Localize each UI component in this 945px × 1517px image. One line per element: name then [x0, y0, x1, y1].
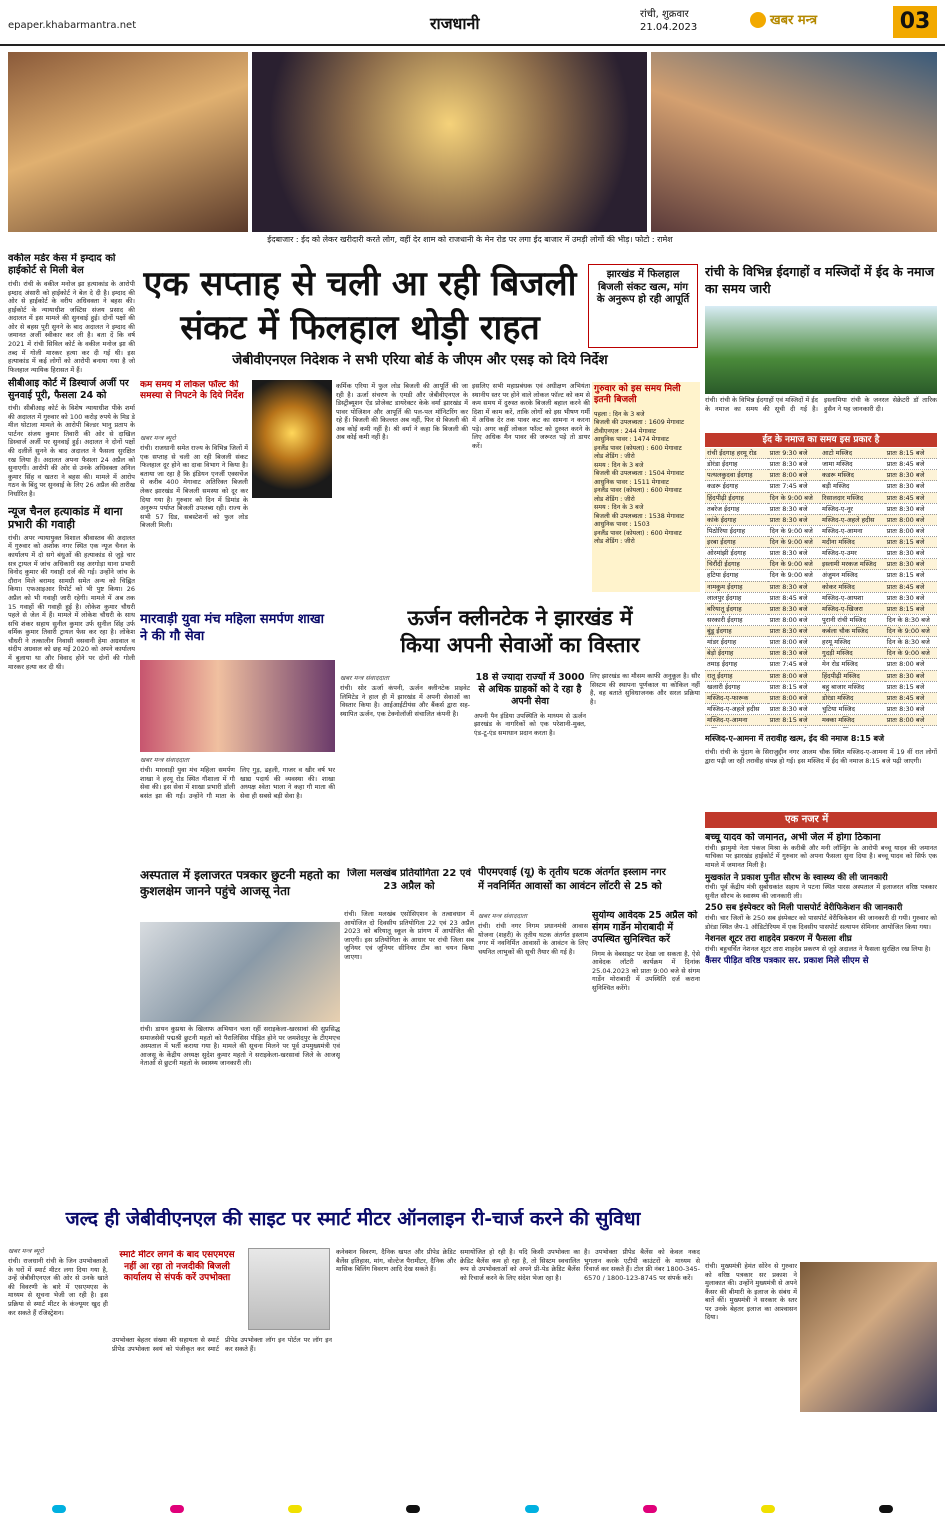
main-story-body: खबर मन्त्र ब्यूरो रांची। राजधानी समेत राज्य के विभिन्न जिलों में एक सप्ताह से चली आ रही बिजली संकट फिलहाल दूर होने का दावा विभाग ने किया है। बताया जा रहा है कि इंडियन एनर्जी एक्सचेंज से करीब 400 मेगावाट अतिरिक्त बिजली लेकर झारखंड में बिजली समस्या को दूर कर दिया गया है। गुरुवार को दिन में डिमांड के अनुरूप पर्याप्त बिजली उपलब्ध रही। राज्य के सभी 57 ग्रिड, सबस्टेशनों को फुल लोड बिजली मिली।	[140, 434, 248, 530]
time-cell: प्रातः 8:15 बजे	[885, 570, 937, 581]
place-cell: बेड़ो ईदगाह	[705, 648, 768, 659]
print-color-bar	[0, 1500, 945, 1517]
awas-headline: पीएमएवाई (यू) के तृतीय घटक अंतर्गत इस्लाम नगर में नवनिर्मित आवासों का आवंटन लॉटरी से 25 को	[478, 867, 666, 892]
nazam-row	[705, 592, 937, 603]
place-cell: चुटिया मस्जिद	[820, 703, 885, 714]
place-cell	[820, 726, 885, 728]
color-mark	[525, 1505, 539, 1513]
place-cell: बड़ी मस्जिद	[820, 481, 885, 492]
place-cell: मस्जिद-ए-खिजरा	[820, 603, 885, 614]
awas-col2: सुयोग्य आवेदक 25 अप्रैल को संगम गार्डेन मोराबादी में उपस्थित सुनिश्चित करें निगम के वेबसाइट पर देखा जा सकता है, ऐसे आवेदक लॉटरी कार्यक्रम में दिनांक 25.04.2023 को प्रातः 9:00 बजे से संगम गार्डेन मोराबादी में उपस्थिति दर्ज कराना सुनिश्चित करेंगे।	[592, 910, 700, 992]
smart-col1: खबर मन्त्र ब्यूरो रांची। राजधानी रांची के जिन उपभोक्ताओं के घरों में स्मार्ट मीटर लगा दिया गया है, उन्हें जेबीवीएनएल की ओर से उनके खाते की विवरणी के बारे में एसएमएस के माध्यम से सूचना भेजी जा रही है। इस प्रक्रिया से स्मार्ट मीटर के कंज्यूमर खुद ही कर सकते हैं रजिस्ट्रेशन।	[8, 1247, 108, 1317]
nazam-row	[705, 481, 937, 492]
idgah-body: रांची। रांची के विभिन्न ईदगाहों एवं मस्जिदों में ईद के नमाज का समय की सूची दी गई है। इस्लामिया रांची के जनरल सेक्रेटरी डॉ तारिक हुसैन ने यह जानकारी दी।	[705, 396, 937, 413]
place-cell: मक्का मस्जिद	[820, 715, 885, 726]
taravih-headline: मस्जिद-ए-आमना में तरावीह खत्म, ईद की नमाज 8:15 बजे	[705, 734, 885, 743]
time-cell: प्रातः 8:00 बजे	[768, 637, 820, 648]
power-box-line: समय : दिन के 3 बजे	[594, 461, 644, 469]
time-cell: प्रातः 8:00 बजे	[885, 525, 937, 536]
cm-photo	[800, 1262, 937, 1412]
place-cell: पत्थलकुदवा ईदगाह	[705, 470, 768, 481]
time-cell: दिन के 9:00 बजे	[885, 648, 937, 659]
power-box-line: आधुनिक पावर : 1511 मेगावाट	[594, 478, 669, 486]
time-cell: प्रातः 8:45 बजे	[768, 592, 820, 603]
time-cell	[885, 726, 937, 728]
time-cell: दिन के 9:00 बजे	[768, 559, 820, 570]
smart-col4: समायोजित हो रही है। यदि किसी उपभोक्ता का क्रेडिट बैलेंस कम हो रहा है, तो सिस्टम स्वचालित रूप से उपभोक्ताओं को अपने प्री-पेड क्रेडिट बैलेंस को रिचार्ज करने के लिए संदेश भेजा रहा है।	[460, 1248, 580, 1282]
quiz-body: रांची। जिला मलखंब एसोसिएशन के तत्वावधान में आयोजित दो दिवसीय प्रतियोगिता 22 एवं 23 अप्रैल 2023 को बरियातू स्कूल के प्रांगण में आयोजित की जाएगी। इस प्रतियोगिता के आधार पर रांची जिला सब जूनियर एवं जूनियर सीनियर टीम का चयन किया जाएगा।	[344, 910, 474, 961]
nazam-row	[705, 492, 937, 503]
time-cell: प्रातः 8:45 बजे	[885, 492, 937, 503]
time-cell: प्रातः 8:00 बजे	[885, 659, 937, 670]
power-box-line: समय : दिन के 3 बजे	[594, 504, 644, 511]
cancer-story-body: रांची। मुख्यमंत्री हेमंत सोरेन से गुरुवार को वरिष्ठ पत्रकार सर प्रकाश ने मुलाकात की। उन्होंने मुख्यमंत्री से अपने कैंसर की बीमारी के इलाज के संबंध में बातें कीं। मुख्यमंत्री ने सरकार के स्तर पर उनके बेहतर इलाज का आश्वासन दिया।	[705, 1262, 797, 1322]
time-cell: दिन के 9:00 बजे	[768, 537, 820, 548]
time-cell: प्रातः 8:00 बजे	[885, 715, 937, 726]
power-box-lines	[592, 409, 700, 549]
place-cell: कडरू मस्जिद	[820, 470, 885, 481]
place-cell: ओरमांझी ईदगाह	[705, 548, 768, 559]
time-cell: दिन के 9:00 बजे	[768, 570, 820, 581]
time-cell: प्रातः 8:15 बजे	[885, 448, 937, 459]
time-cell: प्रातः 8:30 बजे	[885, 481, 937, 492]
urja-headline: ऊर्जन क्लीनटेक ने झारखंड में किया अपनी सेवाओं का विस्तार	[400, 606, 640, 658]
power-box-line: इनलैंड पावर (कोयला) : 600 मेगावाट	[594, 444, 682, 452]
time-cell: प्रातः 8:30 बजे	[885, 548, 937, 559]
page-header	[0, 0, 945, 46]
place-cell: हरमू मस्जिद	[820, 637, 885, 648]
power-box-line: इनलैंड पावर (कोयला) : 600 मेगावाट	[594, 487, 682, 494]
photo-market-3	[651, 52, 937, 232]
time-cell: प्रातः 8:00 बजे	[768, 692, 820, 703]
nazam-table	[705, 448, 937, 728]
power-box-line: लोड शेडिंग : जीरो	[594, 495, 635, 503]
time-cell: प्रातः 8:00 बजे	[885, 514, 937, 525]
place-cell: मदीना मस्जिद	[820, 537, 885, 548]
nazam-row	[705, 703, 937, 714]
time-cell: दिन के 8:30 बजे	[885, 614, 937, 625]
nazam-row	[705, 648, 937, 659]
marwari-body: खबर मन्त्र संवाददाता रांची। मारवाड़ी युवा मंच महिला समर्पण शाखा ने हरमू रोड स्थित गौशाला में गौ सेवा की। इस सेवा में शाखा प्रभारी डॉली बसंत झा की गईं। उन्होंने गौ माता के लिए गुड़, ढहली, गाजर व खीर वर्ष भर खाद्य पदार्थ की व्यवस्था की। शाखा अध्यक्ष श्वेता भाला ने कहा गौ माता की सेवा ही सबसे बड़ी सेवा है।	[140, 756, 335, 800]
time-cell: दिन के 9:00 बजे	[768, 525, 820, 536]
story-headline: जिला मलखंब प्रतियोगिता 22 एवं 23 अप्रैल को	[347, 868, 471, 892]
place-cell: कांके ईदगाह	[705, 514, 768, 525]
color-mark	[879, 1505, 893, 1513]
color-mark	[761, 1505, 775, 1513]
nazam-row	[705, 559, 937, 570]
place-cell: बरियातू ईदगाह	[705, 603, 768, 614]
urja-side: 18 से ज्यादा राज्यों में 3000 से अधिक ग्राहकों को दे रहा है अपनी सेवा अपनी पैन इंडिया उपस्थिति के माध्यम से ऊर्जन झारखंड के नागरिकों को एक परेशानी-मुक्त, एंड-टू-एंड समाधान प्रदान करता है।	[474, 672, 586, 737]
nazam-row	[705, 581, 937, 592]
time-cell: दिन के 8:30 बजे	[885, 637, 937, 648]
time-cell: प्रातः 8:30 बजे	[885, 703, 937, 714]
main-story-col2: कर्मिक एरिया में फुल लोड बिजली की आपूर्ति की जा रही है। ऊर्जा संचरण के एमडी और जेबीवीएनएल के डिस्ट्रीब्यूशन ऐंड प्रोजेक्ट डायरेक्टर केके वर्मा झारखंड में पावर पोजिशन और आपूर्ति की पल-पल मॉनिटरिंग कर रहे हैं। बिजली की किल्लत अब नहीं, फिर से बिजली की अब कोई कमी नहीं है। श्री वर्मा ने कहा कि बिजली की अब कोई कमी नहीं है।	[336, 382, 468, 442]
time-cell: प्रातः 7:45 बजे	[768, 659, 820, 670]
place-cell: डोरंडा ईदगाह	[705, 459, 768, 470]
nazam-row	[705, 603, 937, 614]
place-cell: इस्लामी मरकज मस्जिद	[820, 559, 885, 570]
time-cell: दिन के 9:00 बजे	[768, 492, 820, 503]
nazam-row	[705, 715, 937, 726]
time-cell: प्रातः 8:30 बजे	[885, 470, 937, 481]
place-cell: कर्बला चौक मस्जिद	[820, 626, 885, 637]
power-box: गुरुवार को इस समय मिली इतनी बिजली पहला : दिन के 3 बजे बिजली की उपलब्धता : 1609 मेगावाट टीवीएनएल : 244 मेगावाट आधुनिक पावर : 1474 मेगावाट इनलैंड पावर (कोयला) : 600 मेगावाट लोड शेडिंग : जीरो समय : दिन के 3 बजे बिजली की उपलब्धता : 1504 मेगावाट आधुनिक पावर : 1511 मेगावाट इनलैंड पावर (कोयला) : 600 मेगावाट लोड शेडिंग : जीरो समय : दिन के 3 बजे बिजली की उपलब्धता : 1538 मेगावाट आधुनिक पावर : 1503 इनलैंड पावर (कोयला) : 600 मेगावाट लोड शेडिंग : जीरो	[592, 382, 700, 592]
time-cell: प्रातः 8:15 बजे	[885, 681, 937, 692]
page-number: 03	[893, 6, 937, 38]
color-mark	[170, 1505, 184, 1513]
time-cell: प्रातः 8:30 बजे	[885, 503, 937, 514]
time-cell: प्रातः 8:30 बजे	[768, 503, 820, 514]
place-cell: डोरंडा मस्जिद	[820, 692, 885, 703]
photo-market-1	[8, 52, 248, 232]
brand-logo-icon	[750, 12, 766, 28]
place-cell: मस्जिद-ए-उमर	[820, 548, 885, 559]
nazam-row	[705, 637, 937, 648]
place-cell: मस्जिद-ए-अहले हदीस	[705, 703, 768, 714]
time-cell: प्रातः 8:30 बजे	[768, 648, 820, 659]
nazam-row	[705, 548, 937, 559]
story-body: रांची। अपर न्यायायुक्त विशाल श्रीवास्तव की अदालत में गुरुवार को अशोक नगर स्थित एक न्यूज चैनल के कार्यालय में दो सगे बंधुओं की हत्याकांड से जुड़े चार सत्र ट्रायल में जांच अधिकारी सह अरगोड़ा थाना प्रभारी विनोद कुमार की गवाही दर्ज की गई। उन्होंने जांच के दौरान मिले बरामद सामग्री समेत अन्य को चिह्नित किया। एफआइआर रिपोर्ट को भी पुष्ट किया। 26 अप्रैल को भी गवाही जारी रहेगी। मामले में अब तक 15 गवाहों की गवाही हुई है। लोकेश कुमार चौधरी पहले से जेल में हैं। मामले में लोकेश चौधरी के साथ सचि शंकर सहाय सुनील कुमार उर्फ सुनील सिंह उर्फ वर्मिक कुमार तिवारी ट्रायल फेस कर रहा है। लोकेश चौधरी ने तत्कालीन निवासी वसवानी हेमा अग्रवाल व संदीप अग्रवाल को छह मई 2020 को अपने कार्यालय में बुलाया था और विवाद होने पर दोनों की गोली मारकर हत्या कर दी थी।	[8, 533, 135, 671]
nazam-row	[705, 670, 937, 681]
idgah-headline: रांची के विभिन्न ईदगाहों व मस्जिदों में ईद के नमाज का समय जारी	[705, 264, 935, 296]
color-mark	[288, 1505, 302, 1513]
place-cell: मस्जिद-ए-आमना	[705, 715, 768, 726]
smart-col5: है। उपभोक्ता प्रीपेड बैलेंस को केवल नकद भुगतान करके एटीपी काउंटरों के माध्यम से रिचार्ज कर सकते हैं। टोल फ्री नंबर 1800-345-6570 / 1800-123-8745 पर संपर्क करें।	[584, 1248, 700, 1282]
time-cell: प्रातः 8:45 बजे	[885, 581, 937, 592]
time-cell: प्रातः 8:15 बजे	[768, 715, 820, 726]
color-mark	[52, 1505, 66, 1513]
time-cell	[768, 726, 820, 728]
nazam-row	[705, 726, 937, 728]
brand-name: खबर मन्त्र	[770, 13, 818, 28]
time-cell: प्रातः 8:45 बजे	[885, 692, 937, 703]
time-cell: प्रातः 8:30 बजे	[768, 703, 820, 714]
power-box-line: बिजली की उपलब्धता : 1538 मेगावाट	[594, 512, 685, 520]
nazam-row	[705, 459, 937, 470]
main-kicker: कम समय में लोकल फॉल्ट की समस्या से निपटने के दिये निर्देश	[140, 380, 244, 402]
power-box-line: इनलैंड पावर (कोयला) : 600 मेगावाट	[594, 529, 682, 537]
place-cell: कडरू ईदगाह	[705, 481, 768, 492]
nazam-row	[705, 514, 937, 525]
meter-photo	[248, 1248, 330, 1330]
section-title: राजधानी	[430, 14, 480, 33]
story-body: रांची। सीबीआइ कोर्ट के विशेष न्यायाधीश पीके शर्मा की अदालत में गुरुवार को 100 करोड़ रुपये के मिड डे मील घोटाला मामले के आरोपी बिल्डर भानु प्रताप के पार्टनर संजय कुमार तिवारी की ओर से दाखिल डिस्चार्ज अर्जी पर सुनवाई हुई। अदालत ने दोनों पक्षों की दलीलें सुनने के बाद अदालत ने फैसला सुरक्षित रख लिया है। अदालत अपना फैसला 24 अप्रैल को सुनाएगी। आरोपी की ओर से उनके अधिवक्ता अनिल कुमार सिंह व खतरा ने बहस की। मामले में आरोप गठन के बिंदु पर सुनवाई के लिए 26 अप्रैल की तारीख निर्धारित है।	[8, 404, 135, 498]
nazam-row	[705, 692, 937, 703]
place-cell: तबरेज ईदगाह	[705, 503, 768, 514]
power-box-line: बिजली की उपलब्धता : 1609 मेगावाट	[594, 419, 685, 426]
nazam-row	[705, 659, 937, 670]
taravih-body: रांची। रांची के पुंदाग के सिराजुद्दीन नगर आलम चौक स्थित मस्जिद-ए-आमना में 19 वीं रात लोगों द्वारा पढ़ी जा रही तरावीह संपन्न हो गई। इस मस्जिद में ईद की नमाज 8:15 बजे पढ़ी जाएगी।	[705, 748, 937, 765]
time-cell: प्रातः 8:30 बजे	[768, 514, 820, 525]
dateline: रांची, शुक्रवार 21.04.2023	[640, 9, 698, 33]
power-box-line: बिजली की उपलब्धता : 1504 मेगावाट	[594, 470, 685, 477]
main-headline: एक सप्ताह से चली आ रही बिजली संकट में फिलहाल थोड़ी राहत	[143, 264, 577, 348]
place-cell: बहु बाजार मस्जिद	[820, 681, 885, 692]
time-cell: प्रातः 8:30 बजे	[885, 592, 937, 603]
place-cell: हटिया ईदगाह	[705, 570, 768, 581]
place-cell: लालपुर ईदगाह	[705, 592, 768, 603]
nazam-row	[705, 570, 937, 581]
time-cell: प्रातः 8:30 बजे	[768, 603, 820, 614]
time-cell: प्रातः 8:15 बजे	[885, 537, 937, 548]
place-cell: मांडर ईदगाह	[705, 637, 768, 648]
nazam-row	[705, 503, 937, 514]
nazam-row	[705, 470, 937, 481]
place-cell: तमाड़ ईदगाह	[705, 659, 768, 670]
color-mark	[406, 1505, 420, 1513]
place-cell: रातू ईदगाह	[705, 670, 768, 681]
power-box-line: लोड शेडिंग : जीरो	[594, 453, 635, 460]
site-url[interactable]: epaper.khabarmantra.net	[8, 20, 137, 31]
place-cell: इरबा ईदगाह	[705, 537, 768, 548]
time-cell: प्रातः 8:00 बजे	[768, 614, 820, 625]
color-mark	[643, 1505, 657, 1513]
mosque-photo	[705, 306, 937, 394]
time-cell: प्रातः 8:30 बजे	[885, 559, 937, 570]
time-cell: दिन के 9:00 बजे	[885, 626, 937, 637]
photo-market-2	[252, 52, 647, 232]
story-body: रांची। रांची के वकील मनोज झा हत्याकांड के आरोपी इम्दाद अंसारी को हाईकोर्ट ने बेल दे दी है। इम्दाद की ओर से हाईकोर्ट के वरीय अधिवक्ता ने बहस की। हाईकोर्ट के न्यायाधीश जस्टिस संजय प्रसाद की अदालत में इस मामले की सुनवाई हुई। दोनों पक्षों की ओर से बहस पूरी सुनने के बाद अदालत ने इम्दाद की जमानत अर्जी स्वीकार कर ली है। बता दें कि वर्ष 2021 में रांची सिविल कोर्ट के वकील मनोज झा की तब्द में गोली मारकर हत्या कर दी गई थी। इस हत्याकांड में कई लोगों को आरोपी बनाया गया है जो फिलहाल न्यायिक हिरासत में हैं।	[8, 280, 135, 374]
nazam-row	[705, 537, 937, 548]
time-cell: प्रातः 8:30 बजे	[768, 581, 820, 592]
place-cell: नामकुम ईदगाह	[705, 581, 768, 592]
time-cell: प्रातः 8:00 बजे	[768, 670, 820, 681]
place-cell: खलारी ईदगाह	[705, 681, 768, 692]
place-cell: हिंदपीढ़ी ईदगाह	[705, 492, 768, 503]
place-cell: मस्जिद-ए-आयशा	[820, 592, 885, 603]
place-cell: मस्जिद-ए-आमना	[820, 525, 885, 536]
marwari-photo	[140, 660, 335, 752]
place-cell: मस्जिद-ए-नूर	[820, 503, 885, 514]
time-cell: प्रातः 8:45 बजे	[885, 459, 937, 470]
story-headline: न्यूज चैनल हत्याकांड में थाना प्रभारी की गवाही	[8, 504, 123, 531]
nazam-row	[705, 448, 937, 459]
smart-col3: कनेक्शन विवरण, दैनिक खपत और प्रीपेड क्रेडिट बैलेंस इतिहास, मांग, वोल्टेज पैरामीटर, दैनिक और मासिक बिलिंग विवरण आदि देख सकते हैं।	[336, 1248, 456, 1274]
side-highlight: झारखंड में फिलहाल बिजली संकट खत्म, मांग के अनुरूप हो रही आपूर्ति	[588, 264, 698, 348]
place-cell: सरकारी ईदगाह	[705, 614, 768, 625]
place-cell: मस्जिद-ए-अहले हदीस	[820, 514, 885, 525]
hospital-photo	[140, 922, 340, 1022]
place-cell: बुंडू ईदगाह	[705, 626, 768, 637]
ek-nazar-label: एक नजर में	[705, 812, 937, 828]
time-cell: प्रातः 8:00 बजे	[768, 470, 820, 481]
photo-caption: ईदबाजार : ईद को लेकर खरीदारी करते लोग, वहीं देर शाम को राजधानी के मेन रोड पर लगा ईद बाजार में उमड़ी लोगों की भीड़। फोटो : रामेश	[267, 235, 673, 244]
place-cell: पुरानी रांची मस्जिद	[820, 614, 885, 625]
smart-kicker: स्मार्ट मीटर लगने के बाद एसएमएस नहीं आ रहा तो नजदीकी बिजली कार्यालय से संपर्क करें उपभोक्ता	[119, 1250, 235, 1284]
place-cell: गुदड़ी मस्जिद	[820, 648, 885, 659]
place-cell: मेन रोड मस्जिद	[820, 659, 885, 670]
urja-col3: लिए झारखंड का मौसम काफी अनुकूल है। सौर सिस्टम की स्थापना पूर्णकाल या कोकिल नहीं है, वह बताते सुविधाजनक और सरल प्रक्रिया है।	[590, 672, 700, 706]
power-box-line: पहला : दिन के 3 बजे	[594, 410, 645, 418]
place-cell: आटो मस्जिद	[820, 448, 885, 459]
ek-nazar-section: बच्चू यादव को जमानत, अभी जेल में होगा ठिकाना रांची। झामुमो नेता पंकज मिश्रा के करीबी और मनी लॉन्ड्रिंग के आरोपी बच्चू यादव की जमानत याचिका पर झारखंड हाईकोर्ट में गुरुवार को अपना फैसला सुना दिया है। बच्चू यादव को सिर्फ एक मामले में जमानत मिली है। मुखकांत ने प्रकाश पुनीत सौरभ के स्वास्थ्य की ली जानकारी रांची। पूर्व केंद्रीय मंत्री सुबोधकांत सहाय ने पटना स्थित पारस अस्पताल में इलाजरत वरिष्ठ पत्रकार सुनीत सौरभ के स्वास्थ्य की जानकारी ली। 250 सब इंस्पेक्टर को मिली पासपोर्ट वेरीफिकेशन की जानकारी रांची। चार जिलों के 250 सब इंस्पेक्टर को पासपोर्ट वेरीफिकेशन की जानकारी दी गयी। गुरुवार को डोरंडा स्थित जैप-1 ऑडिटोरियम में एक दिवसीय पासपोर्ट सत्यापन सेमिनार आयोजित किया गया। नेशनल शूटर तरा शाहदेव प्रकरण में फैसला शीघ्र रांची। बहुचर्चित नेशनल शूटर तारा शाहदेव प्रकरण से जुड़े अदालत ने फैसला सुरक्षित रख लिया है। कैंसर पीड़ित वरिष्ठ पत्रकार सर. प्रकाश मिले सीएम से	[705, 832, 937, 967]
power-box-line: आधुनिक पावर : 1503	[594, 521, 650, 528]
story-headline: सीबीआइ कोर्ट में डिस्चार्ज अर्जी पर सुनवाई पूरी, फैसला 24 को	[8, 378, 129, 401]
nazam-row	[705, 525, 937, 536]
time-cell: प्रातः 8:15 बजे	[885, 603, 937, 614]
hospital-body: रांची। डायन कुप्रथा के खिलाफ अभियान चला रहीं सराइकेला-खरसावां की सुप्रसिद्ध समाजसेवी पद्मश्री छुटनी महतो को पैरालिसिस पीड़ित होने पर जमशेदपुर के टीएमएच अस्पताल में भर्ती कराया गया है। मामले की सूचना मिलने पर पूर्व उपमुख्यमंत्री एवं आजसू के केंद्रीय अध्यक्ष सुदेश कुमार महतो ने सराइकेला-खरसावां जिले के आजसू नेताओं से छुटनी महतो के स्वास्थ्य जानकारी ली।	[140, 1025, 340, 1068]
story-headline: वकील मर्डर केस में इम्दाद को हाईकोर्ट से मिली बेल	[8, 253, 116, 276]
place-cell	[705, 726, 768, 728]
time-cell: प्रातः 8:30 बजे	[768, 626, 820, 637]
power-box-line: टीवीएनएल : 244 मेगावाट	[594, 427, 657, 435]
place-cell: रांची ईदगाह हरमू रोड	[705, 448, 768, 459]
power-box-line: आधुनिक पावर : 1474 मेगावाट	[594, 436, 669, 443]
story-headline: मारवाड़ी युवा मंच महिला समर्पण शाखा ने की गौ सेवा	[140, 612, 324, 644]
smart-headline: जल्द ही जेबीवीएनएल की साइट पर स्मार्ट मीटर ऑनलाइन री-चार्ज करने की सुविधा	[65, 1208, 641, 1230]
nazam-row	[705, 626, 937, 637]
place-cell: चिरौंदी ईदगाह	[705, 559, 768, 570]
main-subheadline: जेबीवीएनएल निदेशक ने सभी एरिया बोर्ड के जीएम और एसइ को दिये निर्देश	[232, 352, 608, 368]
main-story-col3: इसलिए सभी महाप्रबंधक एवं अधीक्षण अभियंता स्थानीय स्तर पर होने वाले लोकल फॉल्ट को कम से कम समय में दुरुस्त करके बिजली बहाल करने की दिशा में काम करें, ताकि लोगों को इस भीषण गर्मी में अधिक देर तक पावर कट का सामना न करना पड़े। अगर कहीं लोकल फॉल्ट को दुरुस्त करने के लिए अधिक मैन पावर की जरूरत पड़े तो डायर करें।	[472, 382, 590, 451]
place-cell: जामा मस्जिद	[820, 459, 885, 470]
place-cell: रिसालदार मस्जिद	[820, 492, 885, 503]
place-cell: कोकर मस्जिद	[820, 581, 885, 592]
nazam-row	[705, 614, 937, 625]
time-cell: प्रातः 8:15 बजे	[768, 681, 820, 692]
time-cell: प्रातः 8:30 बजे	[768, 459, 820, 470]
nazam-table-title: ईद के नमाज का समय इस प्रकार है	[705, 433, 937, 447]
place-cell: पिठोरिया ईदगाह	[705, 525, 768, 536]
smart-col2: उपभोक्ता बेहतर संख्या की सहायता से स्मार्ट प्रीपेड उपभोक्ता स्वयं को पंजीकृत कर स्मार्ट प्रीपेड उपभोक्ता लॉग इन पोर्टल पर लॉग इन कर सकते हैं।	[112, 1336, 332, 1353]
time-cell: प्रातः 7:45 बजे	[768, 481, 820, 492]
urja-col1: खबर मन्त्र संवाददाता रांची। सोर ऊर्जा कंपनी, ऊर्जन क्लीनटेक प्राइवेट लिमिटेड ने हाल ही में झारखंड में अपनी सेवाओं का विस्तार किया है। आईआईटीयंस और बैंकर्स द्वारा सह-स्थापित ऊर्जन, एक टेक्नोलॉजी संचालित कंपनी है।	[340, 674, 470, 718]
place-cell: हिंदपीढ़ी मस्जिद	[820, 670, 885, 681]
left-column	[8, 253, 135, 1265]
power-box-line: लोड शेडिंग : जीरो	[594, 538, 635, 545]
time-cell: प्रातः 8:30 बजे	[885, 670, 937, 681]
place-cell: अंजुमन मस्जिद	[820, 570, 885, 581]
bulb-photo	[252, 380, 332, 498]
nazam-row	[705, 681, 937, 692]
awas-col1: खबर मन्त्र संवाददाता रांची। रांची नगर निगम प्रधानमंत्री आवास योजना (शहरी) के तृतीय घटक अंतर्गत इस्लाम नगर में नवनिर्मित आवासों के आवंटन के लिए चयनित लाभुकों की सूची तैयार की गई है।	[478, 912, 588, 956]
story-headline: अस्पताल में इलाजरत पत्रकार छुटनी महतो का कुशलक्षेम जानने पहुंचे आजसू नेता	[140, 868, 340, 898]
time-cell: प्रातः 8:30 बजे	[768, 548, 820, 559]
place-cell: मस्जिद-ए-फारूक	[705, 692, 768, 703]
time-cell: प्रातः 9:30 बजे	[768, 448, 820, 459]
